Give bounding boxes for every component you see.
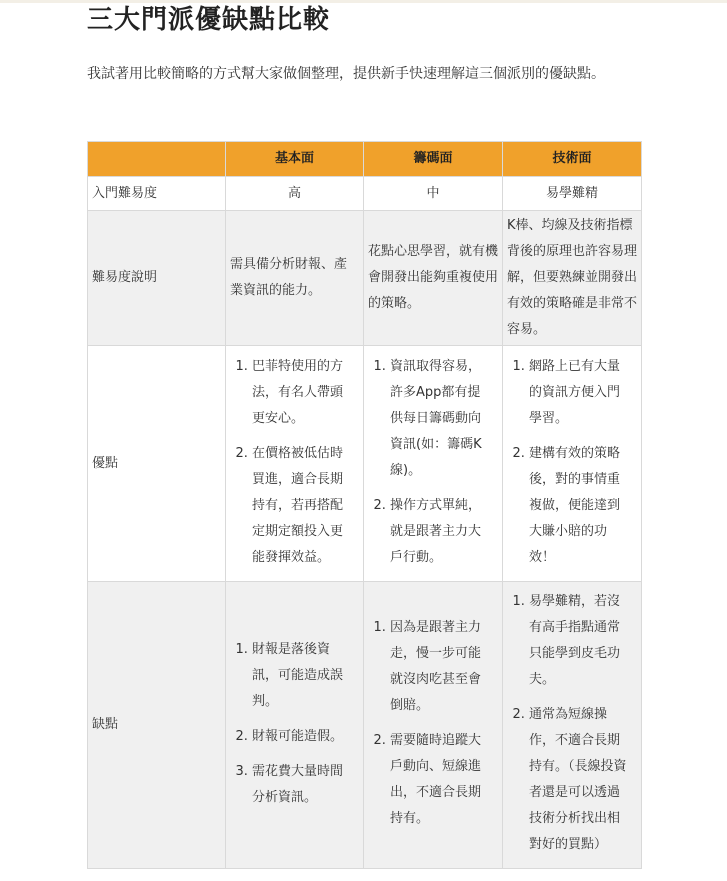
list-item: 2. 需要隨時追蹤大戶動向、短線進出，不適合長期持有。 — [390, 728, 492, 832]
header-technical: 技術面 — [503, 142, 642, 177]
header-fundamental: 基本面 — [226, 142, 364, 177]
table-header-row — [88, 142, 642, 177]
intro-paragraph: 我試著用比較簡略的方式幫大家做個整理，提供新手快速理解這三個派別的優缺點。 — [87, 66, 605, 82]
row-label: 優點 — [88, 346, 226, 582]
list — [228, 354, 353, 571]
table-cell — [503, 582, 642, 869]
list — [505, 589, 631, 858]
table-cell — [364, 346, 503, 582]
list-item: 1. 巴菲特使用的方法，有名人帶頭更安心。 — [252, 354, 353, 432]
list-item: 1. 因為是跟著主力走，慢一步可能就沒肉吃甚至會倒賠。 — [390, 615, 492, 719]
list-item: 2. 操作方式單純，就是跟著主力大戶行動。 — [390, 493, 492, 571]
table-cell: 易學難精 — [503, 177, 642, 211]
comparison-table — [87, 141, 642, 869]
list-item: 1. 網路上已有大量的資訊方便入門學習。 — [529, 354, 631, 432]
header-chip: 籌碼面 — [364, 142, 503, 177]
list-item: 2. 建構有效的策略後，對的事情重複做，便能達到大賺小賠的功效！ — [529, 441, 631, 571]
table-cell: 花點心思學習，就有機會開發出能夠重複使用的策略。 — [364, 211, 503, 346]
list-item: 2. 在價格被低估時買進，適合長期持有，若再搭配定期定額投入更能發揮效益。 — [252, 441, 353, 571]
list-item: 1. 易學難精，若沒有高手指點通常只能學到皮毛功夫。 — [529, 589, 631, 693]
row-label: 缺點 — [88, 582, 226, 869]
page-title: 三大門派優缺點比較 — [87, 5, 331, 35]
table-row — [88, 346, 642, 582]
list-item: 3. 需花費大量時間分析資訊。 — [252, 759, 353, 811]
list-item: 1. 資訊取得容易，許多App都有提供每日籌碼動向資訊(如：籌碼K線)。 — [390, 354, 492, 484]
list — [228, 637, 353, 811]
list — [505, 354, 631, 571]
table-row — [88, 211, 642, 346]
row-label: 入門難易度 — [88, 177, 226, 211]
table-cell: 中 — [364, 177, 503, 211]
table-cell — [226, 582, 364, 869]
header-empty — [88, 142, 226, 177]
table-cell — [226, 346, 364, 582]
table-cell — [503, 346, 642, 582]
list-item: 2. 財報可能造假。 — [252, 724, 353, 750]
list — [366, 615, 492, 832]
table-cell: 高 — [226, 177, 364, 211]
list-item: 1. 財報是落後資訊，可能造成誤判。 — [252, 637, 353, 715]
table-cell — [364, 582, 503, 869]
list-item: 2. 通常為短線操作，不適合長期持有。（長線投資者還是可以透過技術分析找出相對好的買點） — [529, 702, 631, 858]
list — [366, 354, 492, 571]
table-cell: K棒、均線及技術指標背後的原理也許容易理解，但要熟練並開發出有效的策略確是非常不容易。 — [503, 211, 642, 346]
table-row — [88, 582, 642, 869]
table-row — [88, 177, 642, 211]
row-label: 難易度說明 — [88, 211, 226, 346]
table-cell: 需具備分析財報、產業資訊的能力。 — [226, 211, 364, 346]
